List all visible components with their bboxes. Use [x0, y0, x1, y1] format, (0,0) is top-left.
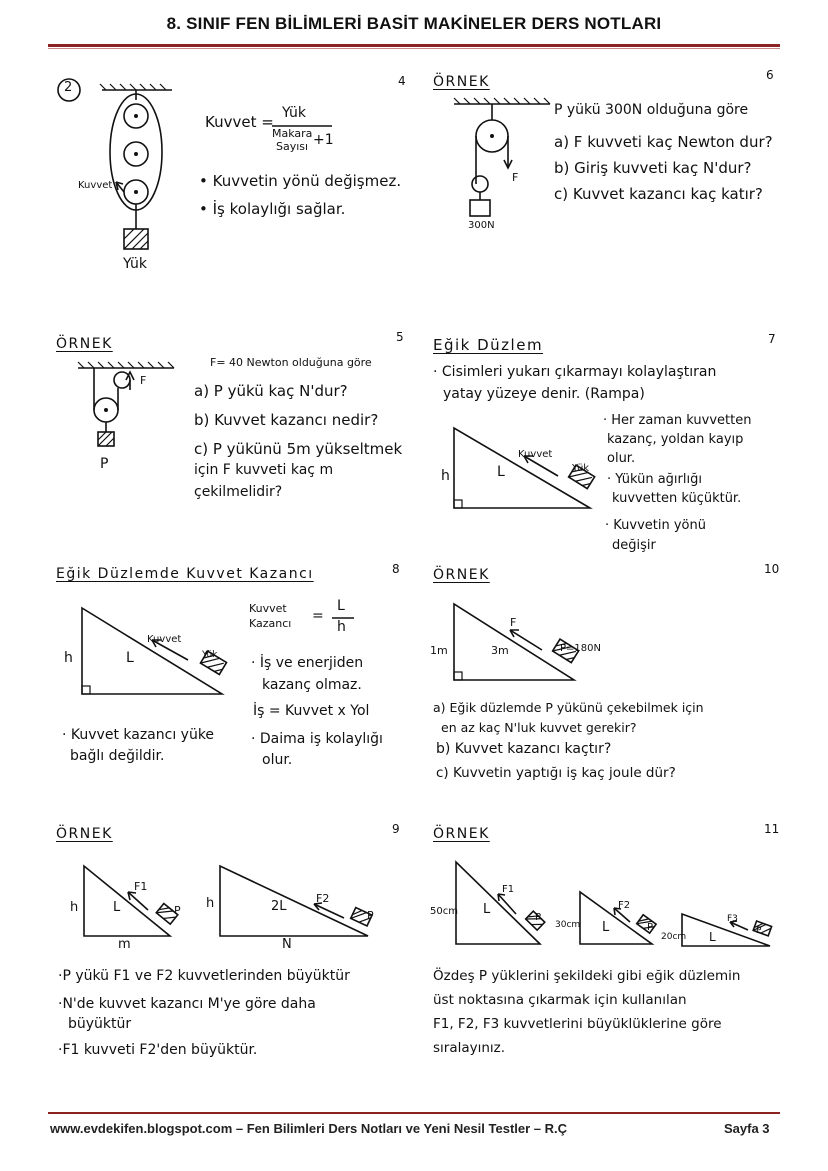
- formula-denominator: h: [337, 619, 346, 635]
- formula-denominator-2: Sayısı: [276, 140, 309, 153]
- triangle-3-length: L: [709, 930, 716, 944]
- triangle-1-load: P: [174, 904, 181, 917]
- movable-pulley-diagram: [74, 360, 184, 470]
- formula-left-2: Kazancı: [249, 617, 292, 630]
- height-label: h: [441, 468, 450, 484]
- inclined-plane-1-diagram: [452, 858, 552, 948]
- question-c: c) Kuvvetin yaptığı iş kaç joule dür?: [436, 765, 676, 781]
- triangle-2-force: F2: [316, 892, 330, 905]
- note-3-line-2: değişir: [612, 538, 656, 553]
- note-1-line-1: · Her zaman kuvvetten: [603, 413, 752, 428]
- single-pulley-diagram: [450, 96, 560, 236]
- question-a: a) P yükü kaç N'dur?: [194, 382, 348, 400]
- note-line-2: bağlı değildir.: [70, 748, 165, 764]
- example-title: ÖRNEK: [56, 336, 113, 352]
- page-number: 7: [768, 332, 776, 346]
- question-line-2: üst noktasına çıkarmak için kullanılan: [433, 992, 687, 1008]
- example-intro: F= 40 Newton olduğuna göre: [210, 356, 372, 369]
- section-title: Eğik Düzlem: [433, 336, 544, 354]
- circle-number: 2: [64, 80, 73, 95]
- section-title: Eğik Düzlemde Kuvvet Kazancı: [56, 566, 314, 582]
- header-rule-thin: [48, 48, 780, 49]
- question-c-line-1: c) P yükünü 5m yükseltmek: [194, 440, 403, 458]
- example-title: ÖRNEK: [433, 826, 490, 842]
- page-number: 4: [398, 74, 406, 88]
- note-2-line-1: · Yükün ağırlığı: [607, 472, 702, 487]
- definition-line-1: · Cisimleri yukarı çıkarmayı kolaylaştıran: [433, 364, 717, 380]
- force-label: F: [510, 616, 517, 629]
- question-a-line-1: a) Eğik düzlemde P yükünü çekebilmek için: [433, 700, 704, 715]
- triangle-2-force: F2: [618, 900, 631, 911]
- page-number: 10: [764, 562, 780, 576]
- header-rule: [48, 44, 780, 47]
- bullet-work: • İş kolaylığı sağlar.: [199, 200, 346, 218]
- question-a: a) F kuvveti kaç Newton dur?: [554, 133, 773, 151]
- bullet-1-line-2: kazanç olmaz.: [262, 677, 362, 693]
- page-number: 9: [392, 822, 400, 836]
- bullet-3-line-1: · Daima iş kolaylığı: [251, 731, 383, 747]
- footer-credit: www.evdekifen.blogspot.com – Fen Bilimleri Ders Notları ve Yeni Nesil Testler – R.Ç: [50, 1121, 568, 1136]
- inclined-plane-1-diagram: [80, 862, 190, 942]
- length-label: L: [497, 464, 505, 480]
- question-line-4: sıralayınız.: [433, 1040, 506, 1056]
- inclined-plane-2-diagram: [216, 862, 386, 942]
- triangle-2-length: 2L: [271, 899, 287, 914]
- triangle-1-height: 50cm: [430, 906, 458, 917]
- question-c: c) Kuvvet kazancı kaç katır?: [554, 185, 763, 203]
- triangle-3-force: F3: [727, 914, 738, 924]
- inclined-plane-diagram: [450, 424, 610, 524]
- note-3-line-1: · Kuvvetin yönü: [605, 518, 706, 533]
- question-c-line-3: çekilmelidir?: [194, 484, 283, 500]
- bullet-2: İş = Kuvvet x Yol: [253, 703, 370, 719]
- triangle-2-height: 30cm: [555, 920, 581, 930]
- load-label: Yük: [123, 256, 147, 272]
- example-title: ÖRNEK: [56, 826, 113, 842]
- definition-line-2: yatay yüzeye denir. (Rampa): [443, 386, 645, 402]
- height-label: h: [64, 650, 73, 666]
- triangle-2-length: L: [602, 920, 610, 935]
- formula-equals: =: [312, 608, 324, 624]
- statement-1: ·P yükü F1 ve F2 kuvvetlerinden büyüktür: [58, 968, 350, 984]
- note-line-1: · Kuvvet kazancı yüke: [62, 727, 215, 743]
- inclined-plane-2-diagram: [576, 888, 666, 948]
- page-number: 8: [392, 562, 400, 576]
- triangle-2-base: N: [282, 937, 292, 952]
- question-b: b) Giriş kuvveti kaç N'dur?: [554, 159, 752, 177]
- example-title: ÖRNEK: [433, 74, 490, 90]
- force-label: Kuvvet: [518, 449, 553, 460]
- load-label: P=180N: [560, 643, 601, 654]
- formula-plus-one: +1: [313, 132, 334, 148]
- triangle-1-force: F1: [134, 880, 148, 893]
- load-label: P: [100, 456, 109, 472]
- note-1-line-2: kazanç, yoldan kayıp: [607, 432, 744, 447]
- formula-denominator-1: Makara: [272, 127, 313, 140]
- triangle-1-force: F1: [502, 884, 515, 895]
- load-label: Yük: [572, 463, 590, 474]
- statement-2-line-2: büyüktür: [68, 1016, 132, 1032]
- force-label: F: [512, 171, 519, 184]
- question-c-line-2: için F kuvveti kaç m: [194, 462, 334, 478]
- page-number: 5: [396, 330, 404, 344]
- footer-rule: [48, 1112, 780, 1114]
- force-label: Kuvvet: [147, 634, 182, 645]
- force-label: F: [140, 374, 147, 387]
- formula-numerator: L: [337, 598, 345, 614]
- triangle-3-load: P: [756, 926, 762, 936]
- page-number: 6: [766, 68, 774, 82]
- formula-left: Kuvvet =: [205, 113, 274, 131]
- question-a-line-2: en az kaç N'luk kuvvet gerekir?: [441, 720, 637, 735]
- formula-numerator: Yük: [282, 105, 306, 121]
- load-label: Yük: [202, 650, 218, 660]
- bullet-1-line-1: · İş ve enerjiden: [251, 655, 364, 671]
- question-line-3: F1, F2, F3 kuvvetlerini büyüklüklerine göre: [433, 1016, 722, 1032]
- triangle-1-length: L: [483, 902, 491, 917]
- inclined-plane-diagram: [78, 604, 248, 704]
- triangle-2-height: h: [206, 896, 215, 911]
- height-label: 1m: [430, 644, 448, 657]
- example-title: ÖRNEK: [433, 567, 490, 583]
- triangle-2-load: P: [647, 922, 654, 933]
- page-number: 11: [764, 822, 780, 836]
- force-label: Kuvvet: [78, 180, 113, 191]
- question-b: b) Kuvvet kazancı kaçtır?: [436, 741, 612, 757]
- note-2-line-2: kuvvetten küçüktür.: [612, 491, 742, 506]
- footer-page-number: Sayfa 3: [724, 1121, 770, 1136]
- length-label: 3m: [491, 644, 509, 657]
- triangle-1-base: m: [118, 937, 131, 952]
- formula-left-1: Kuvvet: [249, 602, 287, 615]
- note-1-line-3: olur.: [607, 451, 636, 466]
- question-b: b) Kuvvet kazancı nedir?: [194, 411, 379, 429]
- load-label: 300N: [468, 220, 495, 231]
- triangle-2-load: P: [367, 909, 374, 922]
- statement-2-line-1: ·N'de kuvvet kazancı M'ye göre daha: [58, 996, 316, 1012]
- bullet-3-line-2: olur.: [262, 752, 293, 768]
- triangle-1-load: P: [535, 912, 542, 923]
- page-title: 8. SINIF FEN BİLİMLERİ BASİT MAKİNELER DERS NOTLARI: [166, 14, 662, 33]
- length-label: L: [126, 650, 134, 666]
- triangle-1-length: L: [113, 900, 121, 915]
- statement-3: ·F1 kuvveti F2'den büyüktür.: [58, 1042, 258, 1058]
- triangle-1-height: h: [70, 900, 79, 915]
- bullet-direction: • Kuvvetin yönü değişmez.: [199, 172, 402, 190]
- question-line-1: Özdeş P yüklerini şekildeki gibi eğik düzlemin: [433, 968, 741, 984]
- example-intro: P yükü 300N olduğuna göre: [554, 102, 749, 118]
- triangle-3-height: 20cm: [661, 932, 687, 942]
